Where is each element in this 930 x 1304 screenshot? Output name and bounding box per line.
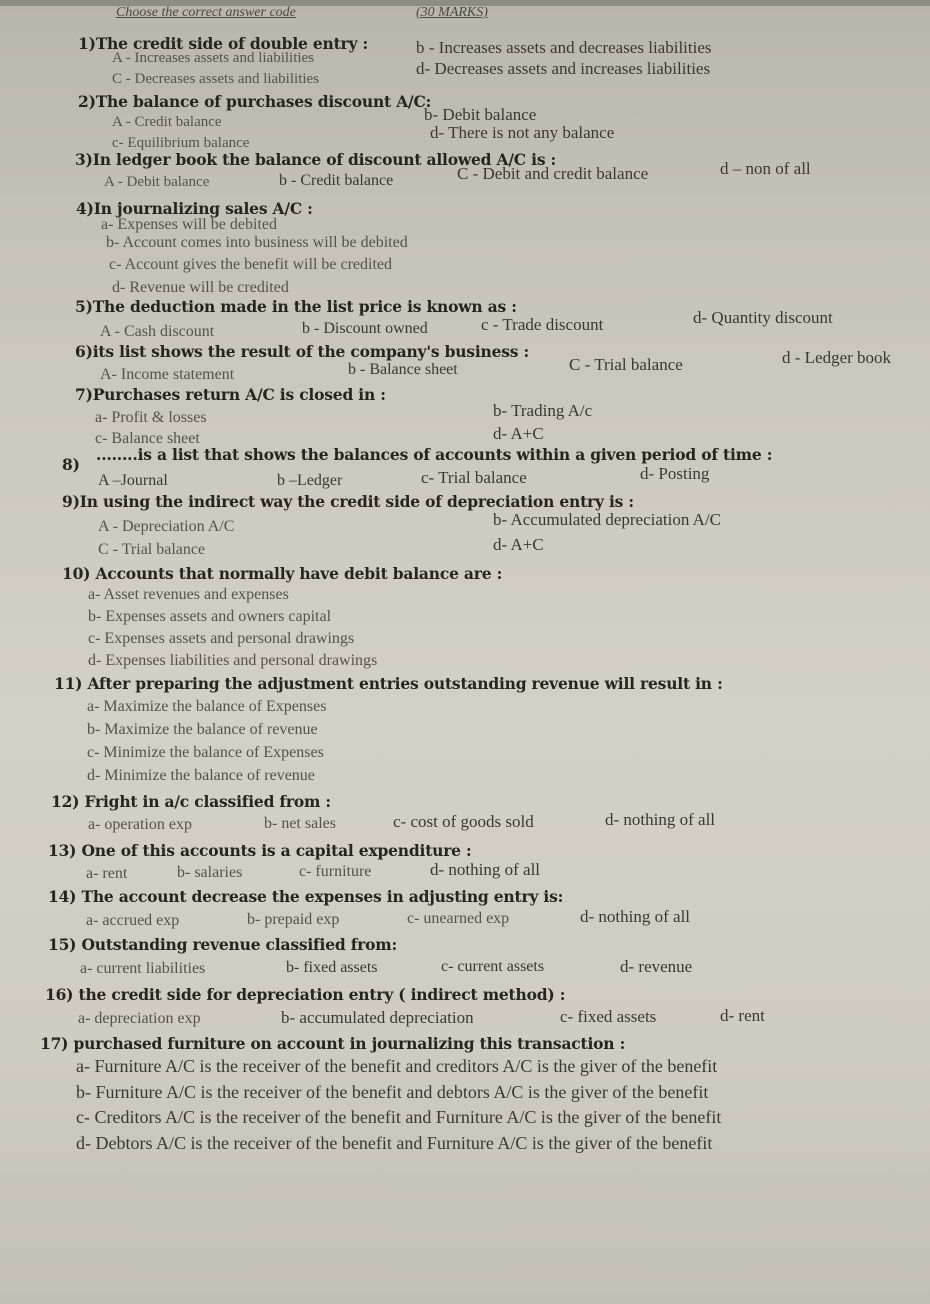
question-9: 9)In using the indirect way the credit side of depreciation entry is : — [62, 492, 634, 511]
q17-option-c[interactable]: c- Creditors A/C is the receiver of the benefit and Furniture A/C is the giver of the benefit — [76, 1107, 722, 1127]
q13-option-d[interactable]: d- nothing of all — [430, 860, 541, 879]
q13-option-c[interactable]: c- furniture — [299, 863, 372, 880]
q15-option-c[interactable]: c- current assets — [441, 958, 545, 975]
question-7: 7)Purchases return A/C is closed in : — [75, 385, 386, 404]
q3-option-b[interactable]: b - Credit balance — [279, 172, 394, 189]
q3-option-d[interactable]: d – non of all — [720, 159, 811, 178]
q17-option-a[interactable]: a- Furniture A/C is the receiver of the benefit and creditors A/C is the giver of the benefit — [76, 1056, 718, 1076]
q1-option-c[interactable]: C - Decreases assets and liabilities — [112, 71, 320, 87]
q17-option-d[interactable]: d- Debtors A/C is the receiver of the benefit and Furniture A/C is the giver of the benefit — [76, 1133, 713, 1153]
q7-option-c[interactable]: c- Balance sheet — [95, 430, 200, 447]
q9-option-c[interactable]: C - Trial balance — [98, 541, 206, 558]
q11-option-c[interactable]: c- Minimize the balance of Expenses — [87, 744, 324, 761]
question-8: ........is a list that shows the balances of accounts within a given period of time : — [96, 445, 773, 464]
q9-option-a[interactable]: A - Depreciation A/C — [98, 518, 235, 535]
q4-option-b[interactable]: b- Account comes into business will be debited — [106, 234, 408, 251]
q5-option-c[interactable]: c - Trade discount — [481, 315, 604, 334]
q5-option-a[interactable]: A - Cash discount — [100, 323, 215, 340]
q4-option-a[interactable]: a- Expenses will be debited — [101, 216, 277, 233]
q2-option-b[interactable]: b- Debit balance — [424, 105, 537, 124]
question-14: 14) The account decrease the expenses in adjusting entry is: — [48, 887, 564, 906]
question-17: 17) purchased furniture on account in journalizing this transaction : — [40, 1034, 626, 1053]
q3-option-a[interactable]: A - Debit balance — [104, 174, 210, 190]
question-5: 5)The deduction made in the list price is known as : — [75, 297, 517, 316]
q10-option-b[interactable]: b- Expenses assets and owners capital — [88, 608, 332, 625]
q9-option-d[interactable]: d- A+C — [493, 535, 544, 554]
question-4: 4)In journalizing sales A/C : — [76, 199, 313, 218]
q4-option-c[interactable]: c- Account gives the benefit will be credited — [109, 256, 393, 273]
q14-option-a[interactable]: a- accrued exp — [86, 912, 180, 929]
q11-option-d[interactable]: d- Minimize the balance of revenue — [87, 767, 315, 784]
q5-option-b[interactable]: b - Discount owned — [302, 320, 428, 337]
marks-header: (30 MARKS) — [416, 5, 488, 20]
q16-option-b[interactable]: b- accumulated depreciation — [281, 1008, 474, 1027]
q11-option-a[interactable]: a- Maximize the balance of Expenses — [87, 698, 327, 715]
q6-option-a[interactable]: A- Income statement — [100, 366, 235, 383]
q5-option-d[interactable]: d- Quantity discount — [693, 308, 833, 327]
q6-option-c[interactable]: C - Trial balance — [569, 355, 683, 374]
q16-option-c[interactable]: c- fixed assets — [560, 1007, 657, 1026]
q15-option-d[interactable]: d- revenue — [620, 957, 693, 976]
q9-option-b[interactable]: b- Accumulated depreciation A/C — [493, 510, 722, 529]
question-10: 10) Accounts that normally have debit balance are : — [62, 564, 503, 583]
q3-option-c[interactable]: C - Debit and credit balance — [457, 164, 649, 183]
q1-option-a[interactable]: A - Increases assets and liabilities — [112, 50, 315, 66]
question-11: 11) After preparing the adjustment entries outstanding revenue will result in : — [54, 674, 723, 693]
q11-option-b[interactable]: b- Maximize the balance of revenue — [87, 721, 318, 738]
question-15: 15) Outstanding revenue classified from: — [48, 935, 398, 954]
q2-option-a[interactable]: A - Credit balance — [112, 114, 222, 130]
q12-option-d[interactable]: d- nothing of all — [605, 810, 716, 829]
q7-option-d[interactable]: d- A+C — [493, 424, 544, 443]
question-1: 1)The credit side of double entry : — [78, 34, 369, 53]
q1-option-b[interactable]: b - Increases assets and decreases liabilities — [416, 38, 712, 57]
q4-option-d[interactable]: d- Revenue will be credited — [112, 279, 289, 296]
q10-option-c[interactable]: c- Expenses assets and personal drawings — [88, 630, 355, 647]
q14-option-d[interactable]: d- nothing of all — [580, 907, 691, 926]
q1-option-d[interactable]: d- Decreases assets and increases liabilities — [416, 59, 711, 78]
q13-option-a[interactable]: a- rent — [86, 865, 128, 882]
q10-option-a[interactable]: a- Asset revenues and expenses — [88, 586, 289, 603]
q12-option-c[interactable]: c- cost of goods sold — [393, 812, 534, 831]
q16-option-a[interactable]: a- depreciation exp — [78, 1010, 201, 1027]
q14-option-b[interactable]: b- prepaid exp — [247, 911, 340, 928]
question-13: 13) One of this accounts is a capital expenditure : — [48, 841, 472, 860]
q8-option-b[interactable]: b –Ledger — [277, 472, 343, 489]
question-3: 3)In ledger book the balance of discount allowed A/C is : — [75, 150, 557, 169]
q2-option-c[interactable]: c- Equilibrium balance — [112, 135, 250, 151]
question-12: 12) Fright in a/c classified from : — [51, 792, 331, 811]
question-16: 16) the credit side for depreciation entry ( indirect method) : — [45, 985, 566, 1004]
q10-option-d[interactable]: d- Expenses liabilities and personal drawings — [88, 652, 378, 669]
question-2: 2)The balance of purchases discount A/C: — [78, 92, 432, 111]
q13-option-b[interactable]: b- salaries — [177, 864, 243, 881]
instruction-header: Choose the correct answer code — [116, 5, 296, 20]
q7-option-a[interactable]: a- Profit & losses — [95, 409, 207, 426]
q6-option-d[interactable]: d - Ledger book — [782, 348, 892, 367]
q8-option-c[interactable]: c- Trial balance — [421, 468, 527, 487]
q7-option-b[interactable]: b- Trading A/c — [493, 401, 593, 420]
q15-option-b[interactable]: b- fixed assets — [286, 959, 378, 976]
q15-option-a[interactable]: a- current liabilities — [80, 960, 206, 977]
q12-option-a[interactable]: a- operation exp — [88, 816, 192, 833]
q14-option-c[interactable]: c- unearned exp — [407, 910, 510, 927]
q2-option-d[interactable]: d- There is not any balance — [430, 123, 615, 142]
question-8-number: 8) — [62, 455, 80, 474]
q8-option-d[interactable]: d- Posting — [640, 464, 710, 483]
q6-option-b[interactable]: b - Balance sheet — [348, 361, 458, 378]
q17-option-b[interactable]: b- Furniture A/C is the receiver of the benefit and debtors A/C is the giver of the benefit — [76, 1082, 709, 1102]
question-6: 6)its list shows the result of the company's business : — [75, 342, 530, 361]
q8-option-a[interactable]: A –Journal — [98, 472, 168, 489]
q16-option-d[interactable]: d- rent — [720, 1006, 765, 1025]
q12-option-b[interactable]: b- net sales — [264, 815, 336, 832]
